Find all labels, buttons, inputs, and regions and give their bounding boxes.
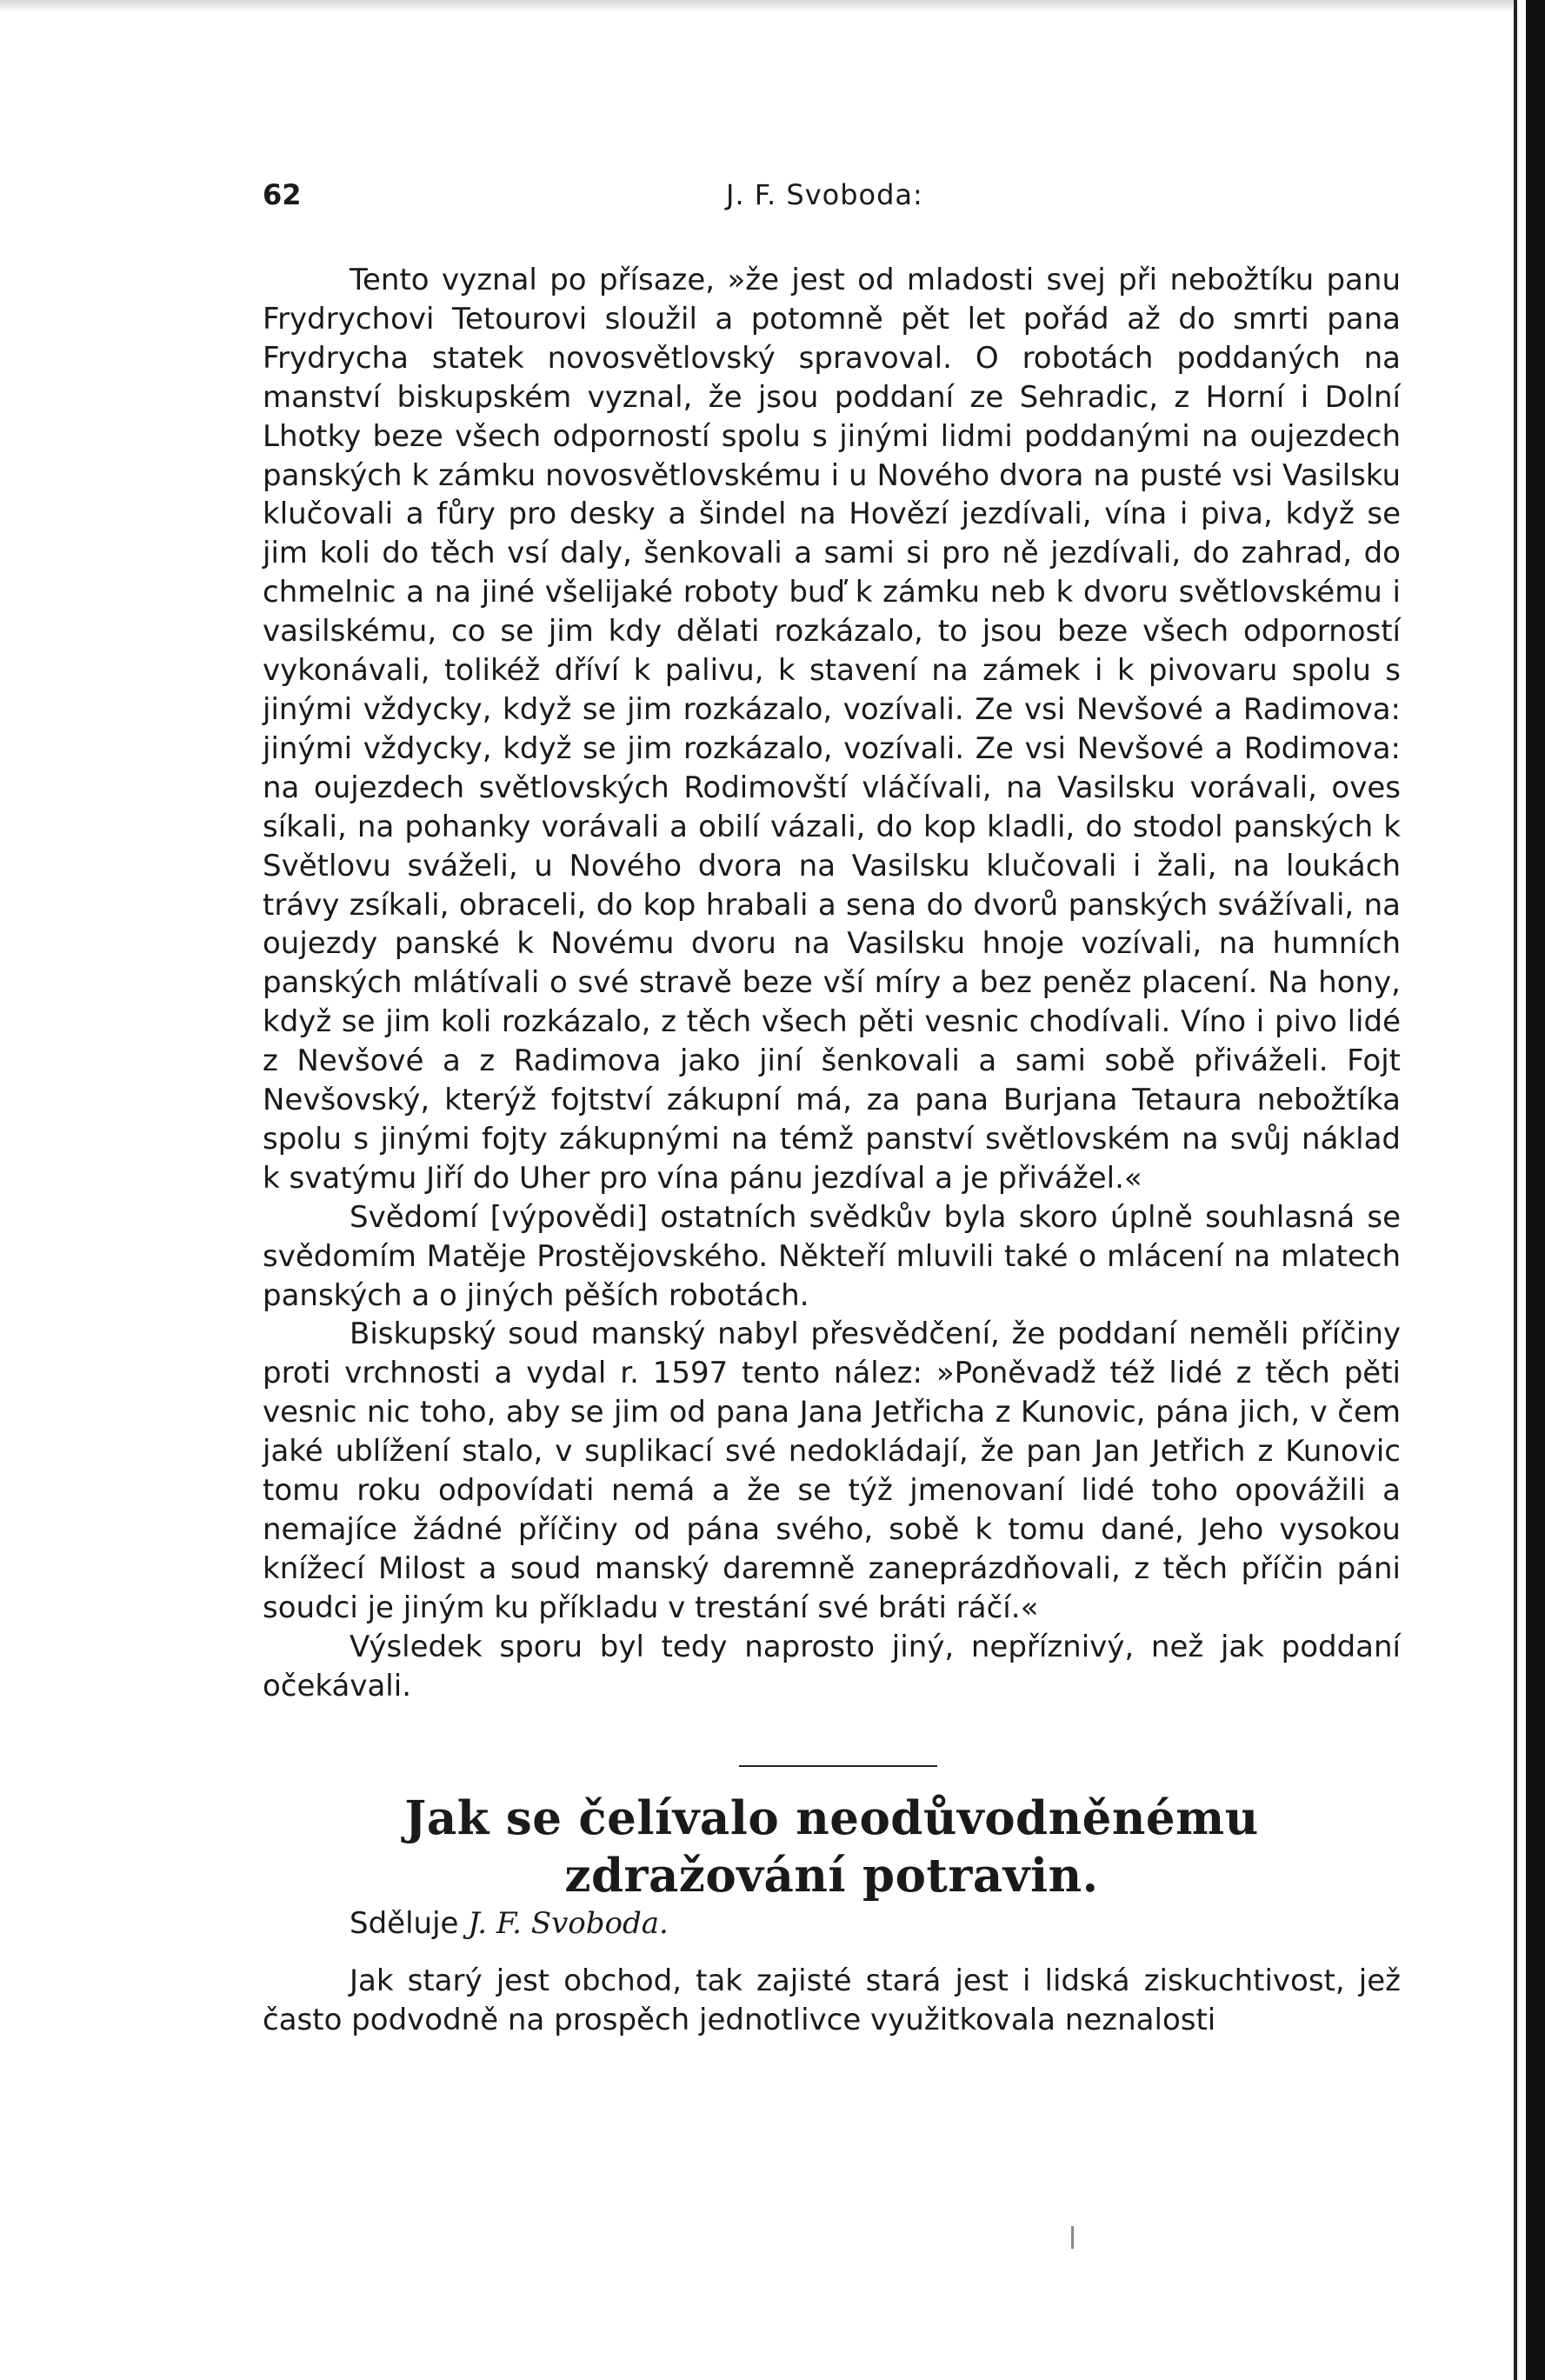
scan-border [1526, 0, 1545, 2380]
scan-border-gap [1517, 0, 1526, 2380]
article-title-line: zdražování potravin. [564, 1848, 1099, 1903]
section-divider [739, 1765, 937, 1767]
byline-prefix: Sděluje [350, 1905, 459, 1941]
body-paragraph: Výsledek sporu byl tedy naprosto jiný, nepříznivý, než jak poddaní očekávali. [263, 1629, 1401, 1703]
body-paragraph: Tento vyznal po přísaze, »že jest od mladosti svej při nebožtíku panu Frydrychovi Tetourovi sloužil a potomně pět let pořád až do smrti pana Frydrycha statek novosvětlovský spravoval. O robotách poddaných na manství biskupském vyznal, že jsou poddaní ze Sehradic, z Horní i Dolní Lhotky beze všech odporností spolu s jinými lidmi poddanými na oujezdech panských k zámku novosvětlovskému i u Nového dvora na pusté vsi Vasilsku klučovali a fůry pro desky a šindel na Hovězí jezdívali, vína i piva, když se jim koli do těch vsí daly, šenkovali a sami si pro ně jezdívali, do zahrad, do chmelnic a na jiné všelijaké roboty buď k zámku neb k dvoru světlovskému i vasilskému, co se jim kdy dělati rozkázalo, to jsou beze všech odporností vykonávali, tolikéž dříví k palivu, k stavení na zámek i k pivovaru spolu s jinými vždycky, když se jim rozkázalo, vozívali. Ze vsi Nevšové a Radimova: jinými vždycky, když se jim rozkázalo, vozívali. Ze vsi Nevšové a Rodimova: na oujezdech světlovských Rodimovští vláčívali, na Vasilsku vorávali, oves síkali, na pohanky vorávali a obilí vázali, do kop kladli, do stodol panských k Světlovu sváželi, u Nového dvora na Vasilsku klučovali i žali, na loukách trávy zsíkali, obraceli, do kop hrabali a sena do dvorů panských svážívali, na oujezdy panské k Novému dvoru na Vasilsku hnoje vozívali, na humních panských mlátívali o své stravě beze vší míry a bez peněz placení. Na hony, když se jim koli rozkázalo, z těch všech pěti vesnic chodívali. Víno i pivo lidé z Nevšové a z Radimova jako jiní šenkovali a sami sobě přiváželi. Fojt Nevšovský, kterýž fojtství zákupní má, za pana Burjana Tetaura nebožtíka spolu s jinými fojty zákupnými na témž panství světlovském na svůj náklad k svatýmu Jiří do Uher pro vína pánu jezdíval a je přivážel.« [263, 263, 1401, 1196]
article-title-line: Jak se čelívalo neodůvodněnému [404, 1790, 1259, 1845]
article-intro-paragraph: Jak starý jest obchod, tak zajisté stará jest i lidská ziskuchtivost, jež často podvodně na prospěch jednotlivce využitkovala neznalosti [263, 1963, 1401, 2038]
article-byline [263, 1904, 1401, 1943]
body-paragraph: Biskupský soud manský nabyl přesvědčení, že poddaní neměli příčiny proti vrchnosti a vydal r. 1597 tento nález: »Poněvadž též lidé z těch pěti vesnic nic toho, aby se jim od pana Jana Jetřicha z Kunovic, pána jich, v čem jaké ublížení stalo, v suplikací své nedokládají, že pan Jan Jetřich z Kunovic tomu roku odpovídati nemá a že se týž jmenovaní lidé toho opovážili a nemajíce žádné příčiny od pána svého, sobě k tomu dané, Jeho vysokou knížecí Milost a soud manský daremně zaneprázdňovali, z těch příčin páni soudci je jiným ku příkladu v trestání své bráti ráčí.« [263, 1317, 1401, 1625]
page-number: 62 [263, 178, 302, 211]
page-header [263, 178, 1393, 222]
page-top-edge [0, 0, 1545, 12]
body-paragraph: Svědomí [výpovědi] ostatních svědkův byla skoro úplně souhlasná se svědomím Matěje Prostějovského. Někteří mluvili také o mlácení na mlatech panských a o jiných pěších robotách. [263, 1199, 1401, 1313]
scan-mark [1071, 2226, 1074, 2249]
article-title [263, 1790, 1401, 1904]
byline-author: J. F. Svoboda. [468, 1905, 669, 1941]
running-head: J. F. Svoboda: [726, 178, 923, 211]
page-body [263, 261, 1401, 2040]
